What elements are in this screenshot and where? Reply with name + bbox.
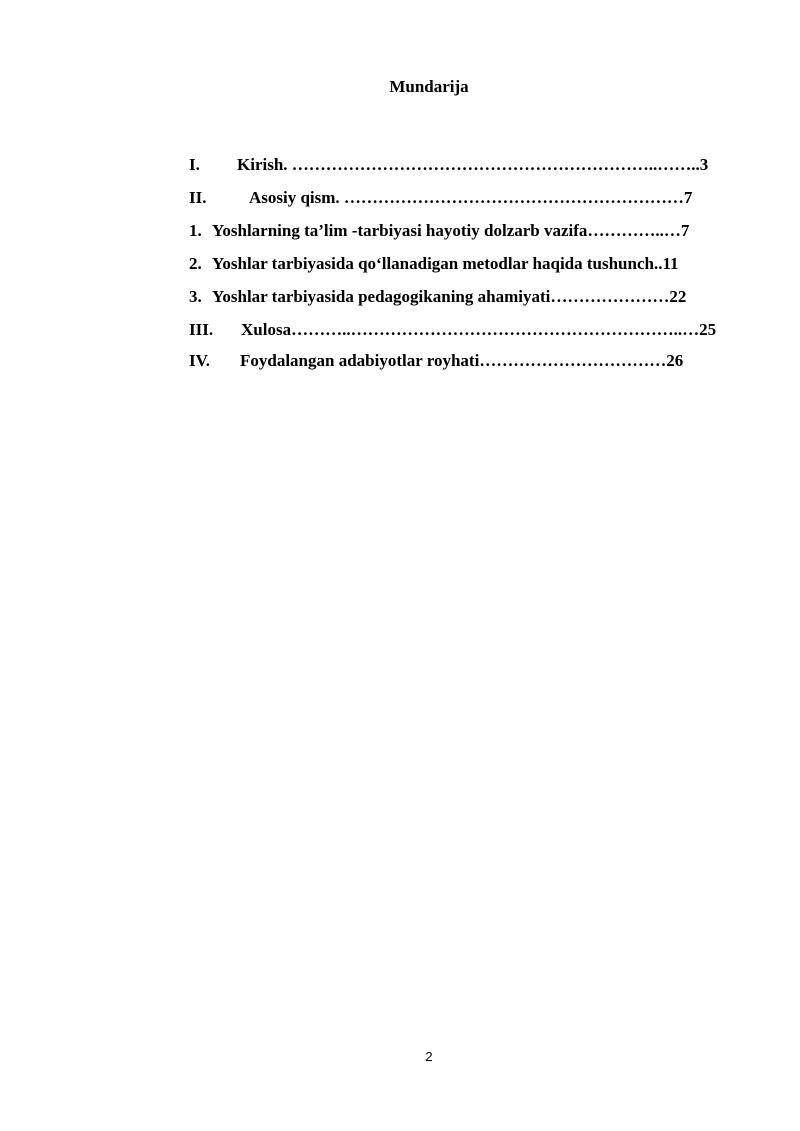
toc-item-text: Yoshlar tarbiyasida pedagogikaning ahamiyati…………………22 <box>212 287 687 306</box>
toc-item-text: Xulosa………..…………………………………………………..…25 <box>241 320 717 339</box>
page-title: Mundarija <box>389 77 469 96</box>
toc-item-main-part <box>189 187 692 209</box>
toc-item-number: 1. <box>189 221 202 240</box>
toc-item-conclusion <box>189 319 716 341</box>
toc-item-number: I. <box>189 155 200 174</box>
page-number: 2 <box>425 1049 433 1064</box>
toc-item-section-2 <box>189 253 679 275</box>
toc-item-number: 3. <box>189 287 202 306</box>
toc-item-text: Kirish. ………………………………………………………..……..3 <box>237 155 709 174</box>
toc-item-introduction <box>189 154 708 176</box>
toc-item-number: IV. <box>189 351 210 370</box>
toc-item-number: II. <box>189 188 207 207</box>
toc-item-section-3 <box>189 286 686 308</box>
toc-item-number: 2. <box>189 254 202 273</box>
toc-item-text: Asosiy qism. ……………………………………………………7 <box>249 188 693 207</box>
toc-item-section-1 <box>189 220 689 242</box>
toc-item-text: Yoshlar tarbiyasida qo‘llanadigan metodlar haqida tushunch..11 <box>212 254 679 273</box>
toc-item-number: III. <box>189 320 214 339</box>
toc-item-text: Yoshlarning ta’lim -tarbiyasi hayotiy dolzarb vazifa…………..…7 <box>212 221 690 240</box>
toc-item-references <box>189 350 683 372</box>
toc-item-text: Foydalangan adabiyotlar royhati……………………………26 <box>240 351 684 370</box>
